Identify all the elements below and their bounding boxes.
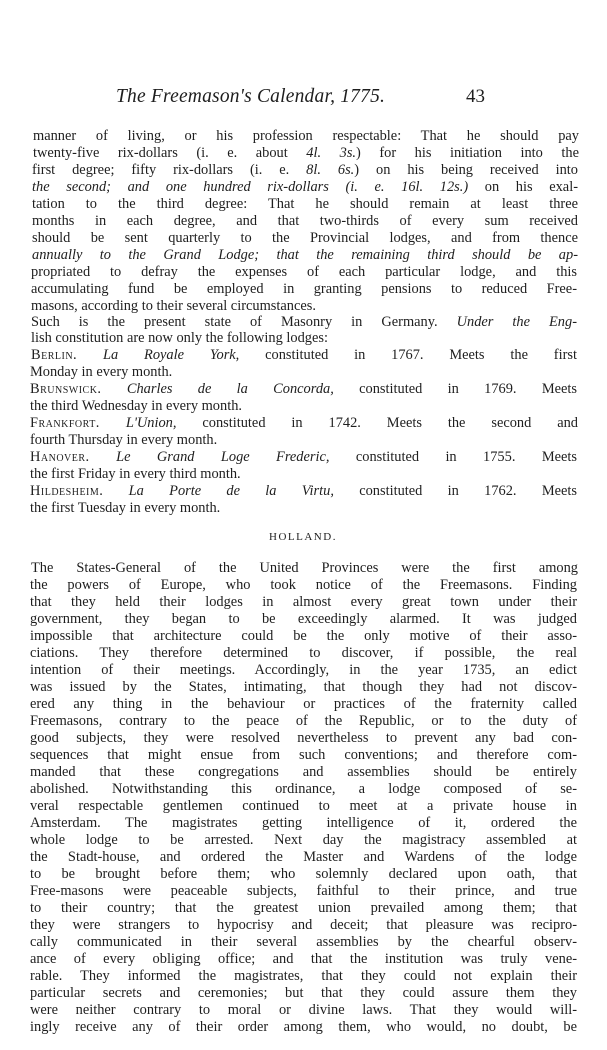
text-line (32, 196, 578, 212)
text-line (30, 798, 577, 814)
text-line (30, 432, 576, 448)
text-run: HOLLAND. (269, 531, 337, 543)
text-line (30, 415, 578, 431)
text-run: impossible that architecture could be the only motive of their asso- (30, 628, 577, 644)
text-line (30, 934, 577, 950)
text-run: rable. They informed the magistrates, that they could not explain their (30, 968, 577, 984)
text-run: lish constitution are now only the following lodges: (31, 330, 328, 346)
text-run: The States-General of the United Provinces were the first among (31, 560, 578, 576)
small-caps-run: Frankfort. (30, 415, 100, 431)
text-run: they were strangers to hypocrisy and deceit; that pleasure was recipro- (30, 917, 577, 933)
text-run: the first Friday in every third month. (30, 466, 241, 482)
text-line (30, 985, 577, 1001)
text-run: Freemasons, contrary to the peace of the Republic, or to the duty of (30, 713, 577, 729)
text-line (33, 128, 579, 144)
italic-run: 4l. 3s. (306, 145, 357, 161)
text-line (30, 747, 577, 763)
text-line (30, 849, 577, 865)
text-run: particular secrets and ceremonies; but that they could assure them they (30, 985, 577, 1001)
text-run: constituted in 1767. Meets the first (239, 347, 577, 363)
text-run: to their country; that the greatest union prevailed among them; that (30, 900, 577, 916)
text-run (100, 415, 126, 431)
text-run: whole lodge to be arrested. Next day the magistracy assembled at (30, 832, 577, 848)
text-run: accumulating fund be employed in granting pensions to reduced Free- (31, 281, 577, 297)
text-run: ingly receive any of their order among them, who would, no doubt, be (30, 1019, 577, 1035)
text-line (30, 696, 577, 712)
italic-run: the second; and one hundred rix-dollars (i. e. 16l. 12s.) (32, 179, 469, 195)
text-line (31, 298, 577, 314)
text-line (30, 577, 577, 593)
text-line (30, 781, 577, 797)
text-run: the Stadt-house, and ordered the Master and Wardens of the lodge (30, 849, 577, 865)
text-run: the third Wednesday in every month. (30, 398, 242, 414)
text-run (90, 449, 116, 465)
text-line (30, 900, 577, 916)
text-run: masons, according to their several circumstances. (31, 298, 316, 314)
text-line (30, 866, 577, 882)
italic-run: annually to the Grand Lodge; that the remaining third should be ap- (32, 247, 578, 263)
small-caps-run: Hildesheim. (30, 483, 104, 499)
small-caps-run: Berlin. (31, 347, 78, 363)
text-run: constituted in 1769. Meets (333, 381, 577, 397)
italic-run: Le Grand Loge Frederic, (116, 449, 330, 465)
text-run: constituted in 1762. Meets (333, 483, 577, 499)
text-run: veral respectable gentlemen continued to meet at a private house in (30, 798, 577, 814)
small-caps-run: Hanover. (30, 449, 90, 465)
text-line (33, 145, 579, 161)
text-run: ered any thing in the behaviour or practices of the fraternity called (30, 696, 577, 712)
text-run: sequences that might ensue from such conventions; and therefore com- (30, 747, 577, 763)
text-run: manded that these congregations and assemblies should be entirely (30, 764, 577, 780)
text-line (32, 213, 578, 229)
text-line (30, 951, 577, 967)
text-run: that they held their lodges in almost every great town under their (30, 594, 577, 610)
text-line (31, 560, 578, 576)
text-line (30, 1002, 577, 1018)
italic-run: La Porte de la Virtu, (128, 483, 334, 499)
text-run: should be sent quarterly to the Provincial lodges, and from thence (32, 230, 578, 246)
text-line (30, 628, 577, 644)
text-line (30, 730, 577, 746)
text-line (32, 247, 578, 263)
text-run: Free-masons were peaceable subjects, faithful to their prince, and true (30, 883, 577, 899)
text-line (30, 611, 577, 627)
text-line (30, 679, 577, 695)
text-line (30, 1019, 577, 1035)
text-run: constituted in 1755. Meets (329, 449, 577, 465)
text-run: fourth Thursday in every month. (30, 432, 218, 448)
text-line (31, 330, 577, 346)
text-line (30, 449, 577, 465)
text-line (30, 594, 577, 610)
text-run: twenty-five rix-dollars (i. e. about (33, 145, 307, 161)
text-run: were neither contrary to moral or divine laws. That they would will- (30, 1002, 577, 1018)
section-heading (30, 529, 576, 545)
text-run: abolished. Notwithstanding this ordinance, a lodge composed of se- (30, 781, 577, 797)
small-caps-run: Brunswick. (30, 381, 102, 397)
text-line (30, 662, 577, 678)
text-run: Monday in every month. (30, 364, 173, 380)
text-line (30, 815, 577, 831)
text-run: manner of living, or his profession respectable: That he should pay (33, 128, 579, 144)
text-line (30, 883, 577, 899)
page-number: 43 (466, 86, 485, 107)
text-run: Such is the present state of Masonry in Germany. (31, 314, 457, 330)
text-run: ciations. They therefore determined to discover, if possible, the real (30, 645, 577, 661)
text-run: months in each degree, and that two-thirds of every sum received (32, 213, 578, 229)
italic-run: 8l. 6s. (306, 162, 355, 178)
text-run: propriated to defray the expenses of each particular lodge, and this (31, 264, 577, 280)
text-line (30, 364, 576, 380)
text-run: good subjects, they were resolved nevertheless to prevent any bad con- (30, 730, 577, 746)
text-line (30, 713, 577, 729)
italic-run: Under the Eng- (456, 314, 577, 330)
text-line (30, 500, 576, 516)
text-run: ) for his initiation into the (356, 145, 579, 161)
italic-run: La Royale York, (102, 347, 240, 363)
italic-run: Charles de la Concorda, (126, 381, 334, 397)
italic-run: L'Union, (125, 415, 177, 431)
text-run: on his exal- (468, 179, 578, 195)
text-run (77, 347, 103, 363)
text-run: tation to the third degree: That he should remain at least three (32, 196, 578, 212)
text-run: government, they began to be exceedingly alarmed. It was judged (30, 611, 577, 627)
text-line (31, 347, 577, 363)
text-line (32, 230, 578, 246)
text-line (30, 764, 577, 780)
text-run (103, 483, 128, 499)
text-line (30, 381, 577, 397)
text-line (30, 483, 577, 499)
text-run: first degree; fifty rix-dollars (i. e. (32, 162, 307, 178)
text-line (30, 968, 577, 984)
text-line (31, 314, 577, 330)
text-line (30, 398, 576, 414)
text-run: intention of their meetings. Accordingly, in the year 1735, an edict (30, 662, 577, 678)
text-run: ance of every obliging office; and that the institution was truly vene- (30, 951, 577, 967)
text-run: was issued by the States, intimating, that though they had not discov- (30, 679, 577, 695)
text-run (102, 381, 127, 397)
text-line (31, 264, 577, 280)
text-line (30, 466, 576, 482)
text-line (30, 917, 577, 933)
text-run: to be brought before them; who solemnly declared upon oath, that (30, 866, 577, 882)
text-run: ) on his being received into (354, 162, 578, 178)
running-title: The Freemason's Calendar, 1775. (116, 86, 386, 107)
text-run: cally communicated in their several assemblies by the chearful observ- (30, 934, 577, 950)
text-run: Amsterdam. The magistrates getting intelligence of it, ordered the (30, 815, 577, 831)
text-line (30, 645, 577, 661)
text-run: the powers of Europe, who took notice of the Freemasons. Finding (30, 577, 577, 593)
text-line (32, 179, 578, 195)
text-line (30, 832, 577, 848)
text-run: the first Tuesday in every month. (30, 500, 221, 516)
text-line (32, 162, 578, 178)
text-line (31, 281, 577, 297)
text-run: constituted in 1742. Meets the second and (176, 415, 578, 431)
